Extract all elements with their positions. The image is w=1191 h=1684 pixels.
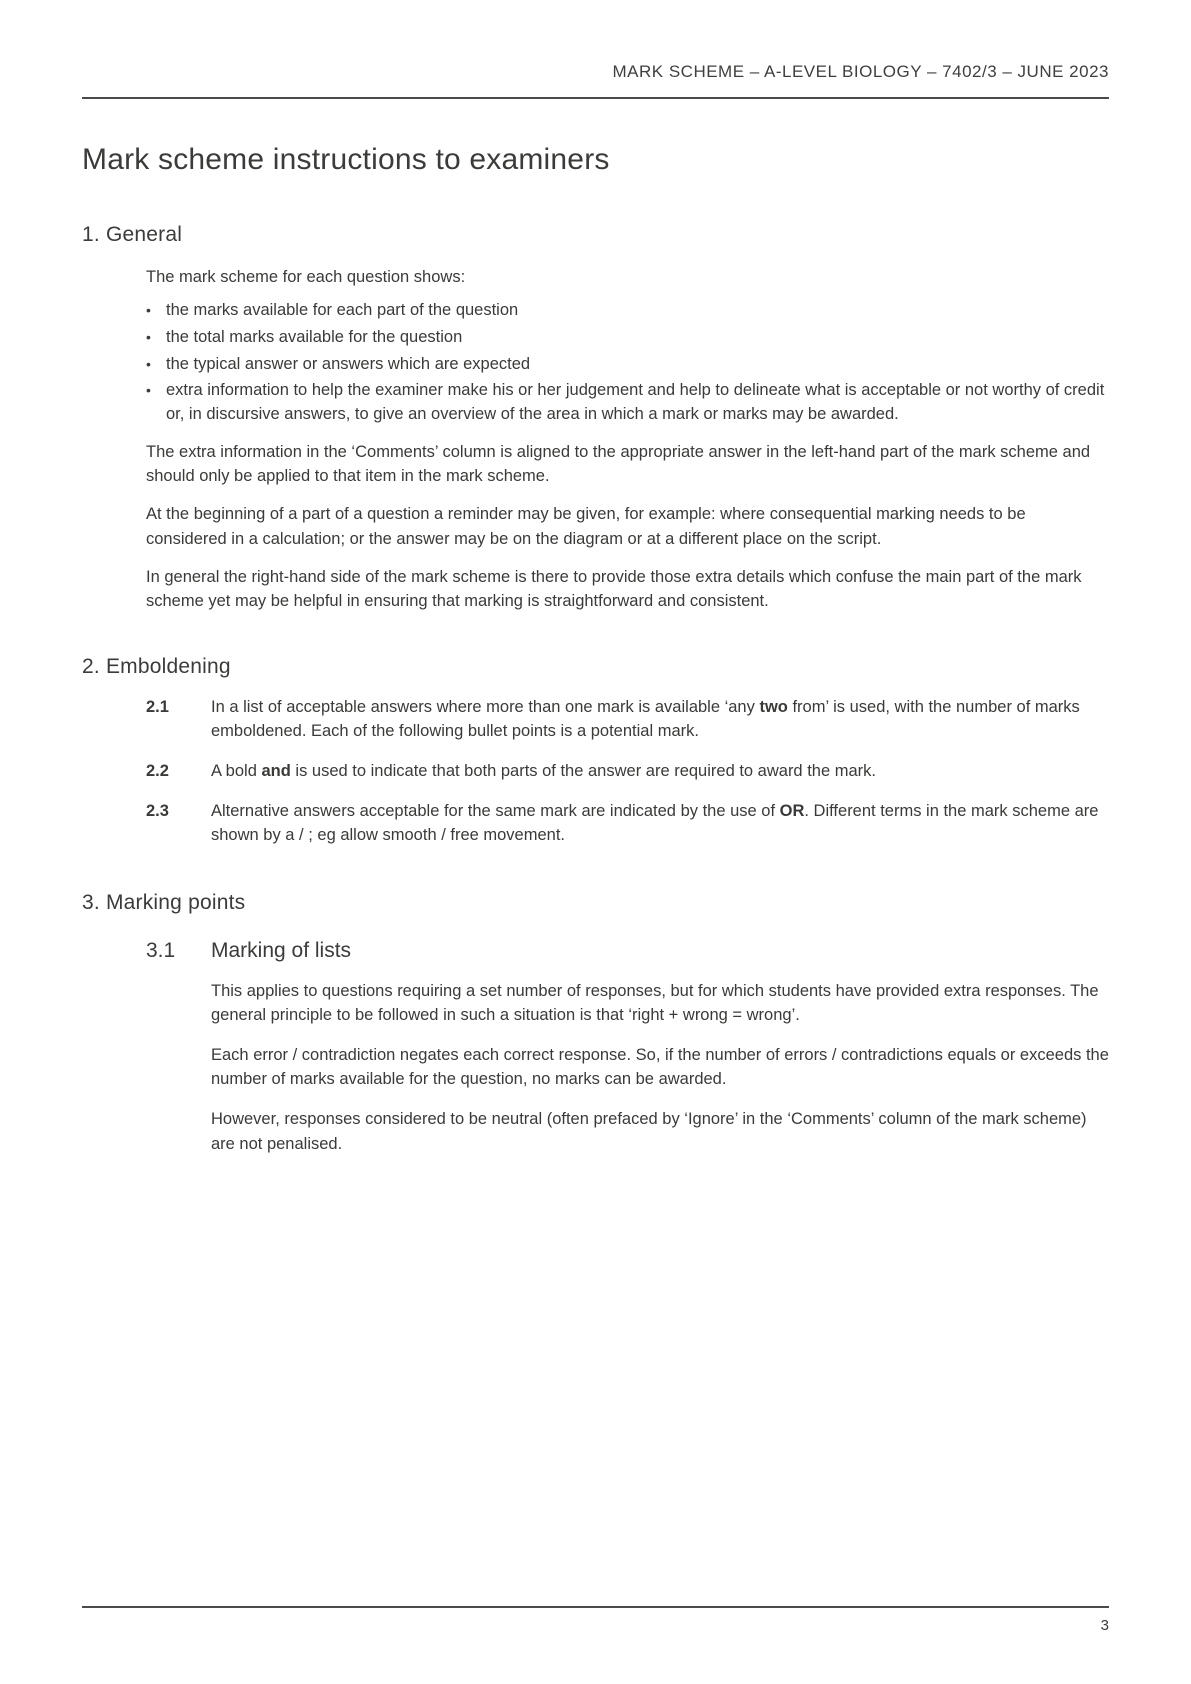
page-title: Mark scheme instructions to examiners (82, 143, 610, 176)
bullet-item (146, 353, 1109, 377)
section-general (82, 223, 1109, 613)
section-marking-points-heading: 3. Marking points (82, 891, 246, 915)
numbered-item (146, 695, 1109, 743)
item-text: In a list of acceptable answers where more than one mark is available ‘any two from’ is used, with the number of marks emboldened. Each of the following bullet points is a potential mark. (211, 697, 1080, 740)
paragraph: The extra information in the ‘Comments’ column is aligned to the appropriate answer in the left-hand part of the mark scheme and should only be applied to that item in the mark scheme. (146, 443, 1091, 486)
paragraph: However, responses considered to be neutral (often prefaced by ‘Ignore’ in the ‘Comments’ column of the mark scheme) are not penalised. (211, 1110, 1087, 1153)
subsection-marking-of-lists (146, 939, 1109, 1155)
general-bullet-list (146, 299, 1109, 426)
item-number: 2.1 (146, 697, 169, 716)
marking-of-lists-paragraphs (211, 979, 1109, 1155)
bullet-item (146, 299, 1109, 323)
page-footer (82, 1606, 1109, 1634)
section-emboldening-heading: 2. Emboldening (82, 654, 231, 678)
header-divider (82, 97, 1109, 99)
bullet-icon: • (146, 382, 151, 399)
subsection-heading (146, 939, 1109, 963)
document-body (82, 143, 1109, 1156)
section-general-content (146, 265, 1109, 613)
subsection-title: Marking of lists (211, 939, 352, 963)
section-marking-points (82, 891, 1109, 1155)
bullet-text: the typical answer or answers which are expected (166, 354, 531, 373)
bullet-text: the total marks available for the question (166, 327, 463, 346)
paragraph: Each error / contradiction negates each correct response. So, if the number of errors / contradictions equals or exceeds the number of marks available for the question, no marks can be awarded. (211, 1046, 1109, 1089)
subsection-number: 3.1 (146, 939, 176, 963)
item-number: 2.2 (146, 761, 169, 780)
emboldening-items (146, 695, 1109, 847)
bullet-icon: • (146, 355, 151, 372)
page-header (82, 62, 1109, 99)
paragraph: In general the right-hand side of the mark scheme is there to provide those extra details which confuse the main part of the mark scheme yet may be helpful in ensuring that marking is straightforward and consistent. (146, 567, 1082, 610)
item-number: 2.3 (146, 802, 169, 821)
bullet-text: the marks available for each part of the question (166, 301, 519, 320)
paragraph: At the beginning of a part of a question a reminder may be given, for example: where consequential marking needs to be considered in a calculation; or the answer may be on the diagram or at a different place on the script. (146, 505, 1026, 548)
item-text: Alternative answers acceptable for the same mark are indicated by the use of OR. Different terms in the mark scheme are shown by a / ; eg allow smooth / free movement. (211, 802, 1099, 845)
page-number: 3 (1100, 1617, 1109, 1634)
numbered-item (146, 799, 1109, 847)
numbered-item (146, 759, 1109, 783)
section-emboldening (82, 655, 1109, 847)
general-paragraphs (146, 440, 1109, 612)
item-text: A bold and is used to indicate that both parts of the answer are required to award the mark. (211, 761, 876, 780)
bullet-item (146, 326, 1109, 350)
bullet-icon: • (146, 302, 151, 319)
general-intro: The mark scheme for each question shows: (146, 268, 466, 286)
section-general-heading: 1. General (82, 223, 183, 246)
bullet-text: extra information to help the examiner make his or her judgement and help to delineate what is acceptable or not worthy of credit or, in discursive answers, to give an overview of the area in which a mark or marks may be awarded. (166, 381, 1105, 423)
bullet-item (146, 379, 1109, 426)
bullet-icon: • (146, 328, 151, 345)
running-header: MARK SCHEME – A-LEVEL BIOLOGY – 7402/3 – JUNE 2023 (612, 62, 1109, 81)
paragraph: This applies to questions requiring a set number of responses, but for which students have provided extra responses. The general principle to be followed in such a situation is that ‘right + wrong = wrong’. (211, 982, 1099, 1025)
footer-divider (82, 1606, 1109, 1608)
